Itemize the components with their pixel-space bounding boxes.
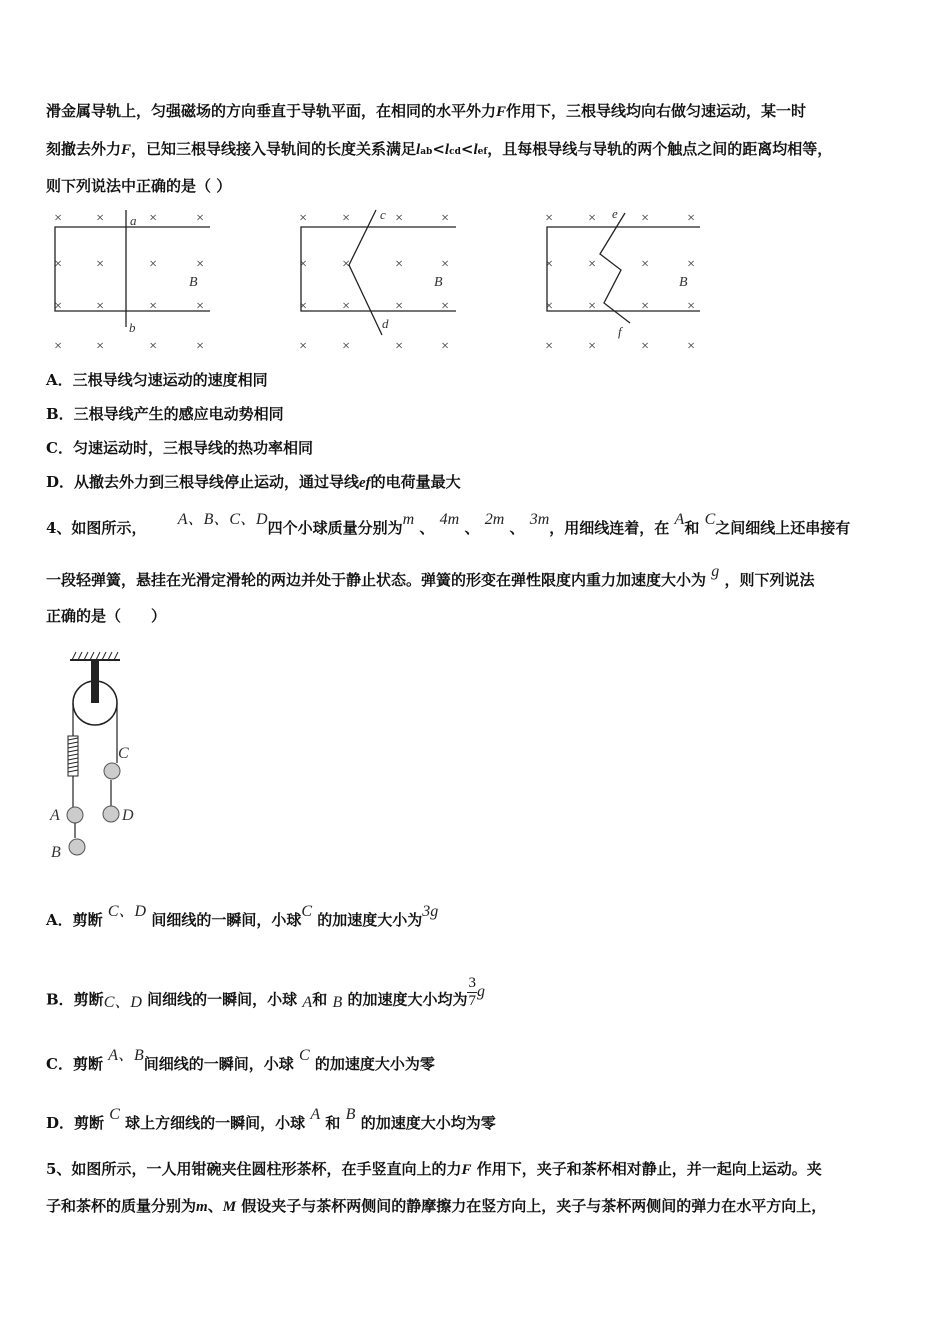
q4-option-d: D．剪断 C 球上方细线的一瞬间，小球 A 和 B 的加速度大小均为零 [46,1106,496,1132]
label-e: e [612,206,618,221]
field-cross: × [544,211,554,226]
q4-pulley-figure [45,648,155,863]
field-cross: × [544,299,554,314]
field-cross: × [95,257,105,272]
field-cross: × [53,299,63,314]
field-cross: × [195,211,205,226]
field-label-b1: B [189,275,198,290]
field-cross: × [686,299,696,314]
field-cross: × [95,339,105,354]
field-cross: × [148,299,158,314]
field-cross: × [148,339,158,354]
q4-option-c: C．剪断 A、B间细线的一瞬间，小球 C 的加速度大小为零 [46,1047,435,1073]
q3-stem-line2: 刻撤去外力F，已知三根导线接入导轨间的长度关系满足lab<lcd<lef，且每根导线与导轨的两个触点之间的距离均相等， [46,140,833,158]
label-ball-d: D [122,807,134,824]
field-cross: × [640,299,650,314]
q3-option-d: D．从撤去外力到三根导线停止运动，通过导线ef的电荷量最大 [46,473,461,491]
field-cross: × [587,211,597,226]
field-cross: × [148,211,158,226]
field-cross: × [195,339,205,354]
label-f: f [618,324,622,339]
q3-stem-line3: 则下列说法中正确的是（ ） [46,177,232,195]
label-c: c [380,207,386,222]
field-cross: × [95,299,105,314]
field-cross: × [394,211,404,226]
q4-stem-line1: 4、如图所示， A、B、C、D四个小球质量分别为m 、 4m 、 2m 、 3m，用细线连着，在 A和 C之间细线上还串接有 [46,511,851,537]
figure-ef [547,213,700,323]
label-a: a [130,213,137,228]
q3-option-a: A．三根导线匀速运动的速度相同 [46,371,268,389]
q4-stem-line3: 正确的是（ ） [46,607,167,625]
q3-rail-figures [40,205,720,360]
field-cross: × [53,257,63,272]
field-cross: × [440,257,450,272]
ball-a [67,807,83,823]
field-cross: × [587,257,597,272]
field-cross: × [544,257,554,272]
field-cross: × [640,211,650,226]
label-b: b [129,320,136,335]
field-cross: × [341,339,351,354]
field-cross: × [394,299,404,314]
figure-cd [301,210,456,335]
field-cross: × [53,339,63,354]
field-label-b3: B [679,275,688,290]
label-ball-b: B [51,844,61,861]
q5-stem-line2: 子和茶杯的质量分别为m、M 假设夹子与茶杯两侧间的静摩擦力在竖方向上，夹子与茶杯两侧间的弹力在水平方向上， [46,1197,827,1215]
field-cross: × [440,299,450,314]
field-cross: × [148,257,158,272]
ball-b [69,839,85,855]
field-cross: × [587,299,597,314]
q3-option-c: C．匀速运动时，三根导线的热功率相同 [46,439,313,457]
ball-d [103,806,119,822]
q4-option-a: A．剪断 C、D 间细线的一瞬间，小球C 的加速度大小为3g [46,903,439,929]
q4-stem-line2: 一段轻弹簧，悬挂在光滑定滑轮的两边并处于静止状态。弹簧的形变在弹性限度内重力加速度大小为 g ，则下列说法 [46,563,815,589]
label-ball-a: A [50,807,60,824]
field-cross: × [298,257,308,272]
field-cross: × [544,339,554,354]
spring [68,736,78,776]
field-cross: × [686,211,696,226]
ball-c [104,763,120,779]
field-label-b2: B [434,275,443,290]
field-cross: × [640,339,650,354]
field-cross: × [95,211,105,226]
field-cross: × [53,211,63,226]
q4-option-b: B．剪断C、D 间细线的一瞬间，小球 A和 B 的加速度大小均为 $\frac{3}{7}$ g [46,975,485,1011]
q5-stem-line1: 5、如图所示，一人用钳碗夹住圆柱形茶杯，在手竖直向上的力F 作用下，夹子和茶杯相对静止，并一起向上运动。夹 [46,1160,822,1178]
label-d: d [382,316,389,331]
field-cross: × [341,299,351,314]
field-cross: × [394,339,404,354]
field-cross: × [686,257,696,272]
q3-option-b: B．三根导线产生的感应电动势相同 [46,405,284,423]
field-cross: × [440,211,450,226]
field-cross: × [341,257,351,272]
field-cross: × [440,339,450,354]
field-cross: × [298,299,308,314]
fraction-3-7: $\frac{3}{7}$ [468,975,476,1009]
field-cross: × [298,339,308,354]
field-cross: × [394,257,404,272]
field-cross: × [587,339,597,354]
field-cross: × [686,339,696,354]
pulley-axle-rod [91,660,99,703]
field-cross-marks [53,211,695,354]
q3-stem-line1: 滑金属导轨上，匀强磁场的方向垂直于导轨平面，在相同的水平外力F作用下，三根导线均向右做匀速运动，某一时 [46,102,807,120]
field-cross: × [640,257,650,272]
field-cross: × [195,299,205,314]
field-cross: × [195,257,205,272]
label-ball-c: C [118,745,129,762]
field-cross: × [298,211,308,226]
field-cross: × [341,211,351,226]
